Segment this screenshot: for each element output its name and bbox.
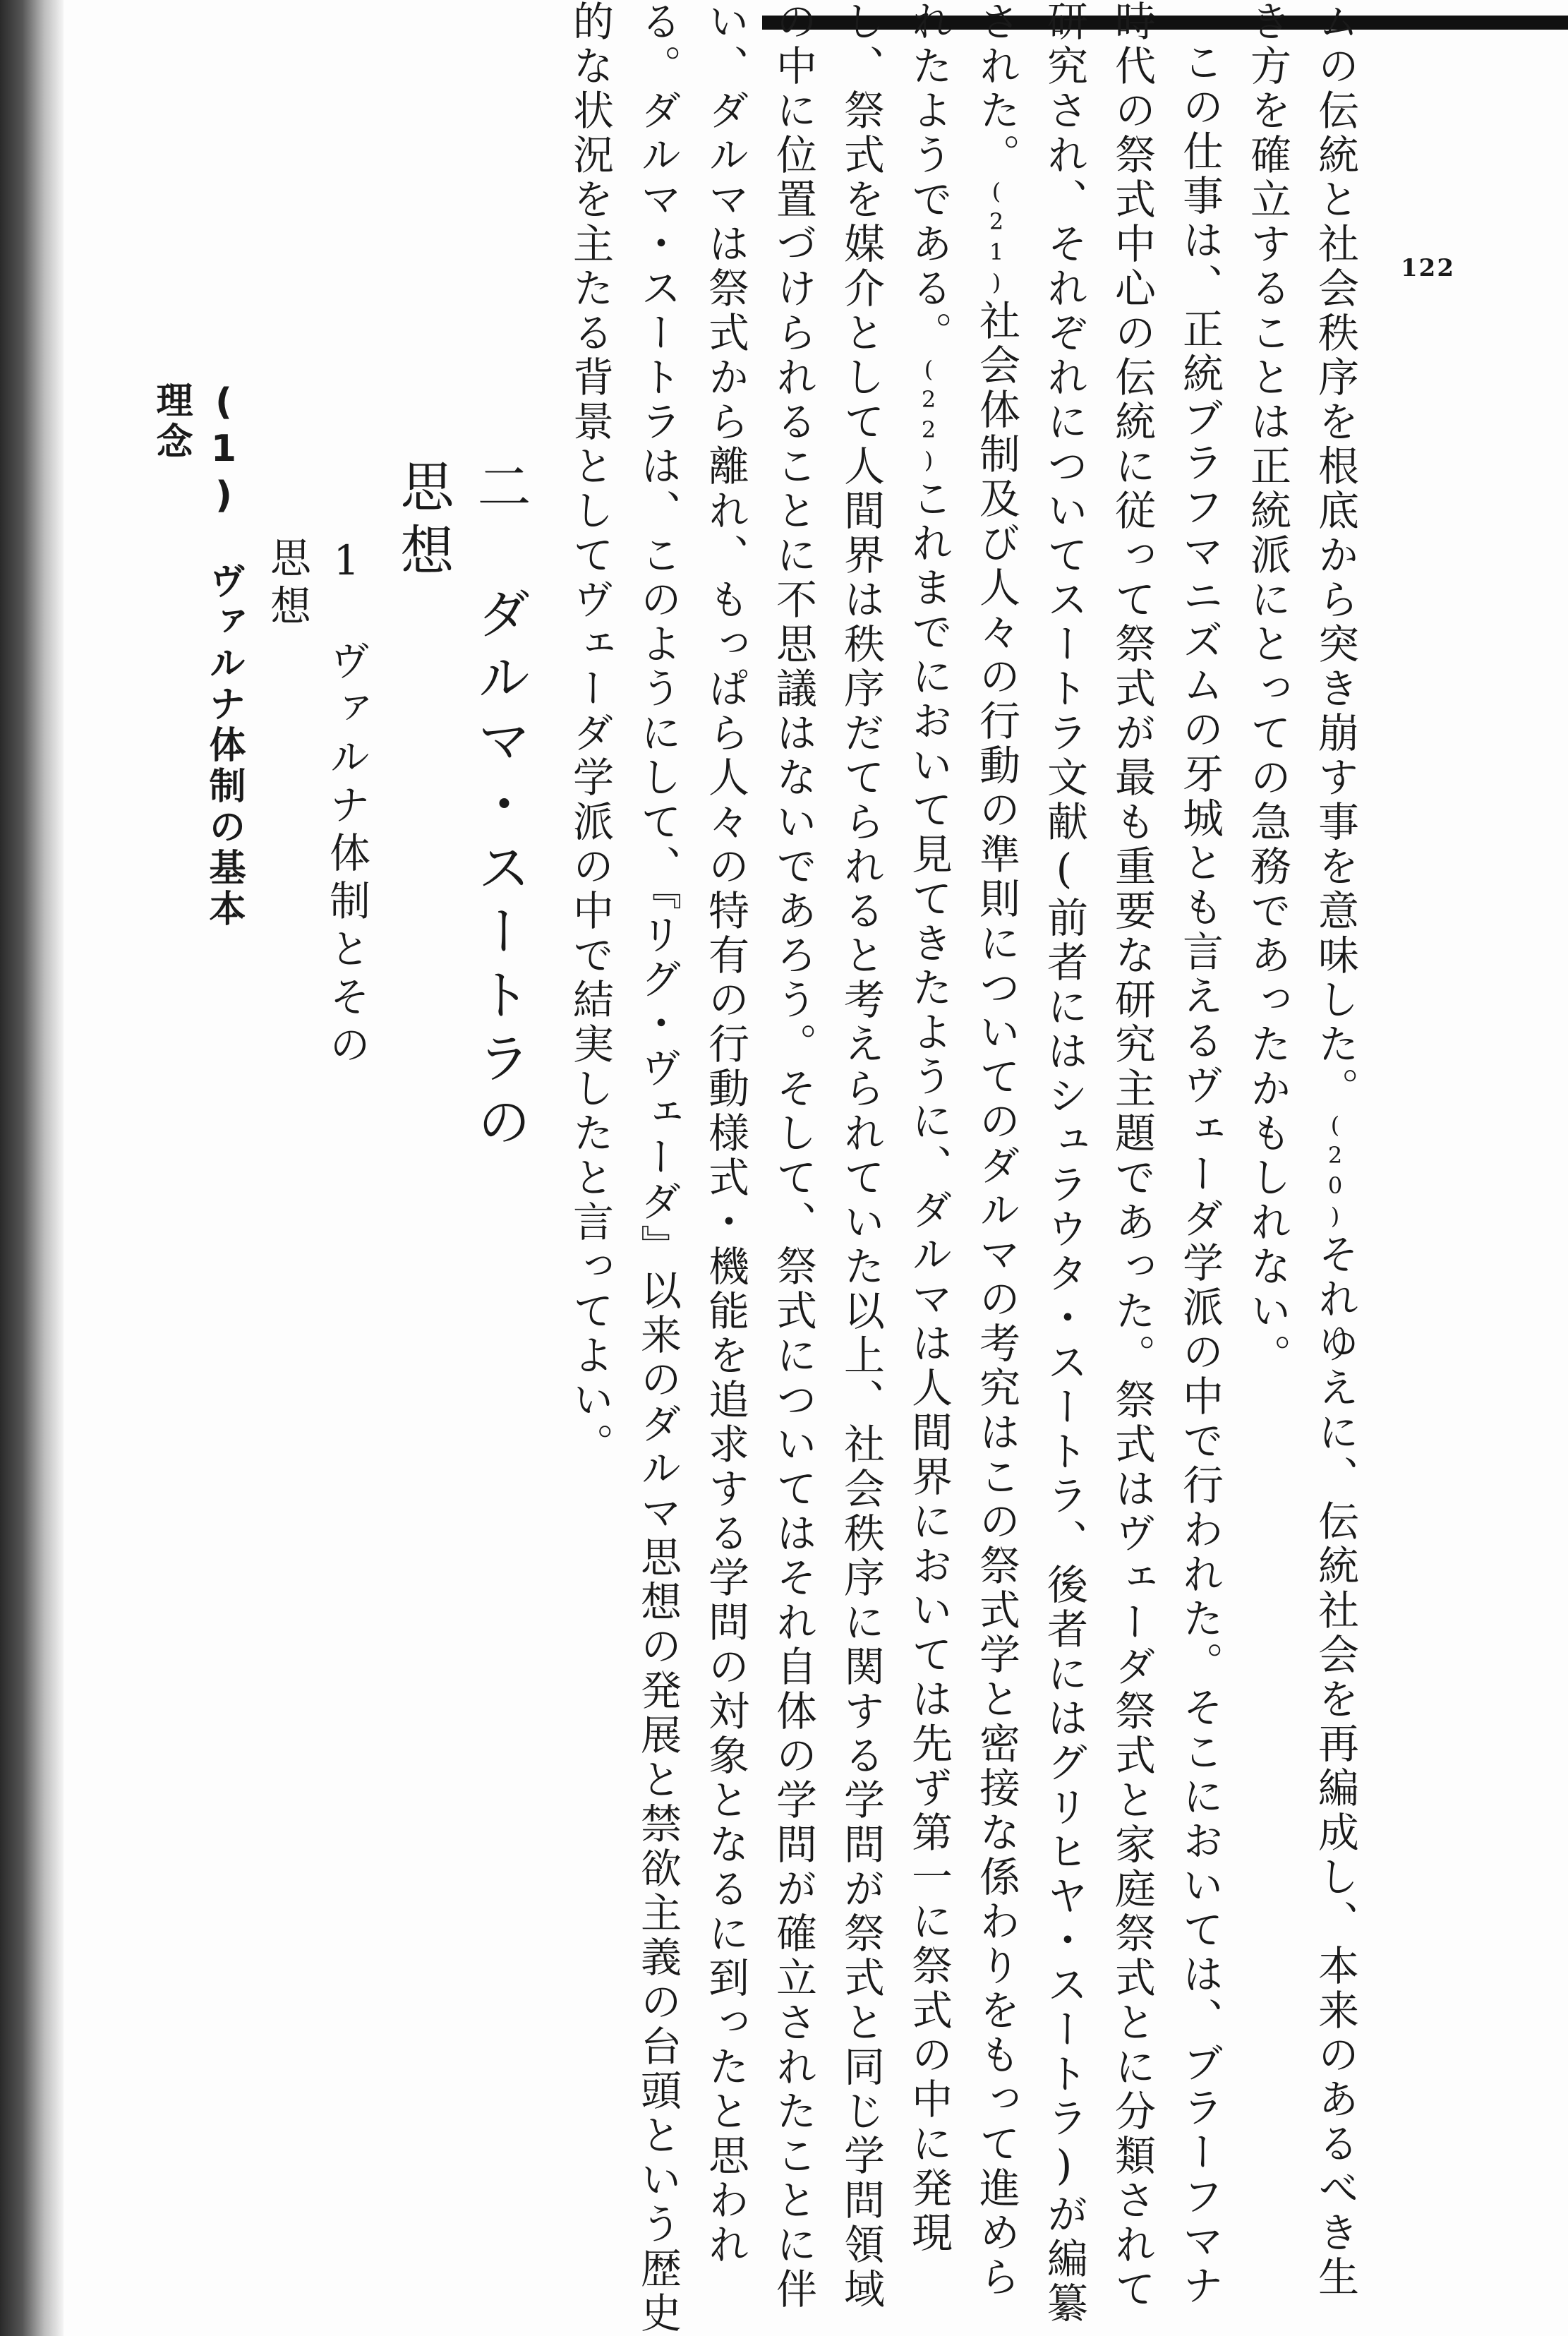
book-binding-shadow: [0, 0, 64, 2336]
paragraph-2: [556, 0, 1234, 2336]
text-run: これまでにおいて見てきたように、ダルマは人間界においては先ず第一に祭式の中に発現し、祭式を媒介として人間界は秩序だてられると考えられていた以上、社会秩序に関する学問が祭式と同じ学問領域の中に位置づけられることに不思議はないであろう。そして、祭式についてはそれ自体の学問が確立されたことに伴い、ダルマは祭式から離れ、もっぱら人々の特有の行動様式・機能を追求する学問の対象となるに到ったと思われる。ダルマ・スートラは、このようにして、『リグ・ヴェーダ』以来のダルマ思想の発展と禁欲主義の台頭という歴史的な状況を主たる背景としてヴェーダ学派の中で結実したと言ってよい。: [566, 0, 953, 2336]
text-run: ムの伝統と社会秩序を根底から突き崩す事を意味した。: [1311, 0, 1359, 1112]
chapter-heading: 二 ダルマ・スートラの思想: [392, 459, 531, 1157]
section-heading: 1 ヴァルナ体制とその思想: [263, 536, 370, 1071]
footnote-ref: (20): [1322, 1112, 1349, 1233]
subsection-heading: (1) ヴァルナ体制の基本理念: [150, 381, 245, 930]
body-text: [565, 0, 1369, 2336]
paragraph-1: [1234, 0, 1369, 2336]
footnote-ref: (22): [915, 356, 942, 477]
text-run: それゆえに、伝統社会を再編成し、本来のあるべき生き方を確立することは正統派にとっての急務であったかもしれない。: [1243, 0, 1359, 2300]
footnote-ref: (21): [983, 178, 1010, 299]
text-run: この仕事は、正統ブラフマニズムの牙城とも言えるヴェーダ学派の中で行われた。そこにおいては、ブラーフマナ時代の祭式中心の伝統に従って祭式が最も重要な研究主題であった。祭式はヴェーダ祭式と家庭祭式とに分類されて研究され、それぞれについてスートラ文献(前者にはシュラウタ・スートラ、後者にはグリヒヤ・スートラ)が編纂された。: [972, 0, 1224, 2326]
page-number: 122: [1401, 254, 1455, 282]
text-run: 社会体制及び人々の行動の準則についてのダルマの考究はこの祭式学と密接な係わりをもって進められたようである。: [905, 0, 1020, 2300]
